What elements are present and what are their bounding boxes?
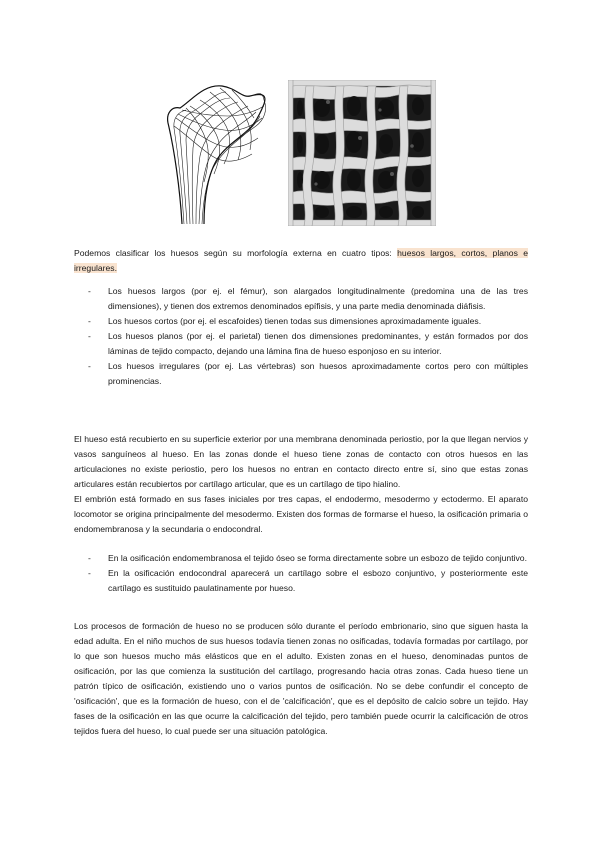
bone-types-list (74, 284, 528, 389)
ossification-list (74, 551, 528, 596)
list-item: - Los huesos cortos (por ej. el escafoides) tienen todas sus dimensiones aproximadamente iguales. (74, 314, 528, 329)
list-item: - Los huesos largos (por ej. el fémur), son alargados longitudinalmente (predomina una de las tres dimensiones), y tienen dos extremos denominados epífisis, y una parte media denominada diáfisis. (74, 284, 528, 314)
list-item: - En la osificación endomembranosa el tejido óseo se forma directamente sobre un esbozo de tejido conjuntivo. (74, 551, 528, 566)
intro-text: Podemos clasificar los huesos según su morfología externa en cuatro tipos: (74, 248, 398, 258)
bone-types-highlight: huesos largos, cortos, planos e irregulares. (74, 248, 529, 273)
bone-figures (160, 78, 450, 228)
list-item: - Los huesos irregulares (por ej. Las vértebras) son huesos aproximadamente cortos pero con múltiples prominencias. (74, 359, 528, 389)
list-item: - Los huesos planos (por ej. el parietal) tienen dos dimensiones predominantes, y están formados por dos láminas de tejido compacto, dejando una lámina fina de hueso esponjoso en su interior. (74, 329, 528, 359)
embryo-paragraph: El embrión está formado en sus fases iniciales por tres capas, el endodermo, mesodermo y ectodermo. El aparato locomotor se origina principalmente del mesodermo. Existen dos formas de formarse el hueso, la osificación primaria o endomembranosa y la secundaria o endocondral. (74, 494, 528, 534)
formation-paragraph: Los procesos de formación de hueso no se producen sólo durante el período embrionario, sino que siguen hasta la edad adulta. En el niño muchos de sus huesos todavía tienen zonas no osificadas, todavía formadas por cartílago, por lo que son huesos mucho más elásticos que en el adulto. Existen zonas en el hueso, denominadas puntos de osificación, por las que comienza la sustitución del cartílago, progresando hacia otras zonas. Cada hueso tiene un patrón típico de osificación, existiendo uno o varios puntos de osificación. No se debe confundir el concepto de 'osificación', que es la formación de hueso, con el de 'calcificación', que es el depósito de calcio sobre un tejido. Hay fases de la osificación en las que ocurre la calcificación del tejido, pero también puede ocurrir la calcificación de otros tejidos fuera del hueso, lo cual puede ser una situación patológica. (74, 621, 528, 736)
classification-intro (74, 246, 528, 276)
periosteum-section (74, 432, 528, 537)
list-item: - En la osificación endocondral aparecerá un cartílago sobre el esbozo conjuntivo, y posteriormente este cartílago es sustituido paulatinamente por hueso. (74, 566, 528, 596)
periosteum-paragraph: El hueso está recubierto en su superficie exterior por una membrana denominada periostio, por la que llegan nervios y vasos sanguíneos al hueso. En las zonas donde el hueso tiene zonas de contacto con otros huesos en las articulaciones no existe periostio, pero los huesos no entran en contacto directo entre sí, sino que estas zonas articulares están recubiertos por cartílago articular, que es un cartílago de tipo hialino. (74, 434, 528, 489)
spongy-bone-photo (288, 80, 436, 226)
femur-trabecular-drawing (160, 78, 272, 226)
